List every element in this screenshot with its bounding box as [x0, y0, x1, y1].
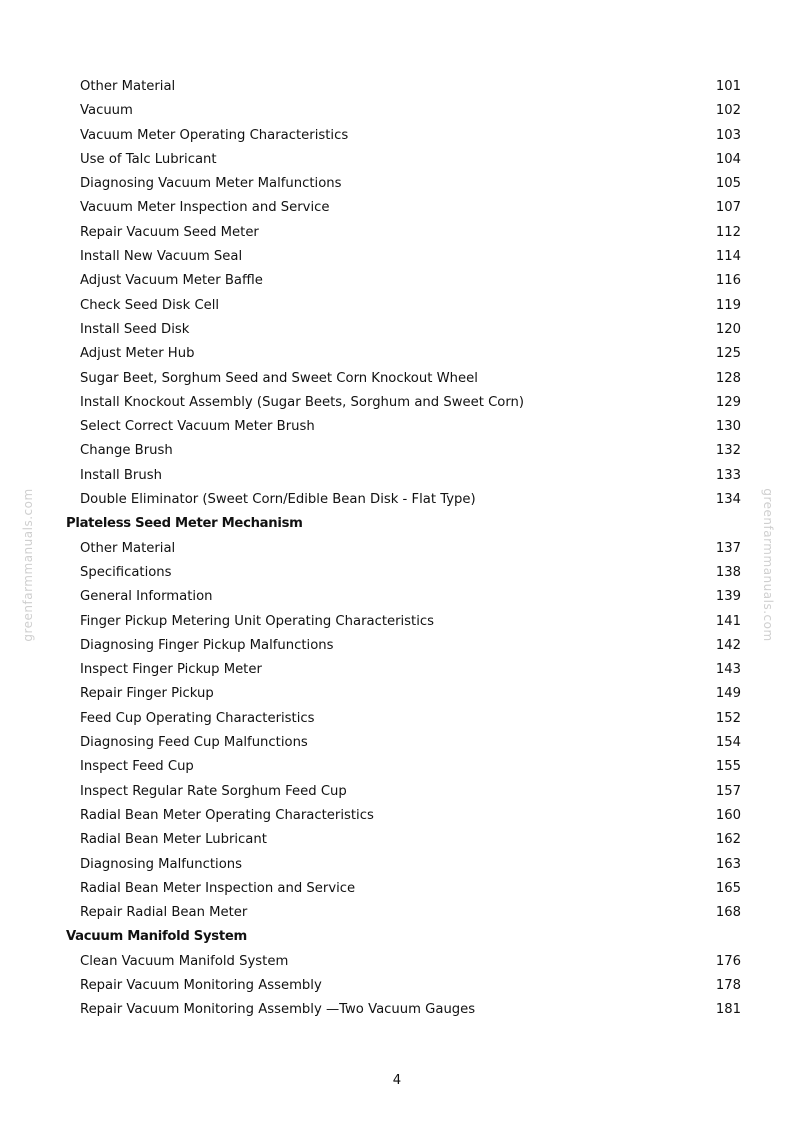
toc-entry-title: Repair Finger Pickup: [80, 686, 214, 702]
toc-entry-title: Clean Vacuum Manifold System: [80, 953, 289, 969]
toc-entry-title: Radial Bean Meter Lubricant: [80, 832, 267, 848]
toc-entry-title: Plateless Seed Meter Mechanism: [66, 516, 303, 532]
toc-entry[interactable]: [0, 780, 794, 804]
toc-entry-title: Inspect Finger Pickup Meter: [80, 662, 262, 678]
toc-entry[interactable]: [0, 610, 794, 634]
toc-entry-page: 178: [715, 977, 741, 993]
watermark-right: greenfarmmanuals.com: [761, 488, 775, 642]
toc-entry-page: 160: [715, 807, 741, 823]
toc-entry[interactable]: [0, 318, 794, 342]
toc-entry-title: Repair Vacuum Monitoring Assembly —Two Vacuum Gauges: [80, 1002, 476, 1018]
toc-entry[interactable]: [0, 634, 794, 658]
toc-entry-page: 107: [715, 200, 741, 216]
toc-entry[interactable]: [0, 731, 794, 755]
toc-entry[interactable]: [0, 342, 794, 366]
toc-entry-title: Radial Bean Meter Operating Characteristics: [80, 807, 374, 823]
toc-entry[interactable]: [0, 755, 794, 779]
toc-entry[interactable]: [0, 148, 794, 172]
toc-entry-page: 119: [715, 297, 741, 313]
toc-entry-page: 168: [715, 905, 741, 921]
toc-entry-title: Repair Vacuum Monitoring Assembly: [80, 977, 322, 993]
toc-entry[interactable]: [0, 974, 794, 998]
toc-entry-page: 143: [715, 662, 741, 678]
toc-entry-title: Select Correct Vacuum Meter Brush: [80, 419, 315, 435]
toc-entry-title: Specifications: [80, 564, 172, 580]
toc-entry[interactable]: [0, 367, 794, 391]
toc-entry-page: 103: [715, 127, 741, 143]
toc-entry-page: 132: [715, 443, 741, 459]
toc-entry-title: Diagnosing Finger Pickup Malfunctions: [80, 637, 334, 653]
toc-entry-title: Inspect Feed Cup: [80, 759, 194, 775]
toc-entry-title: Inspect Regular Rate Sorghum Feed Cup: [80, 783, 347, 799]
toc-entry-page: 129: [715, 394, 741, 410]
toc-entry[interactable]: [0, 658, 794, 682]
toc-entry[interactable]: [0, 124, 794, 148]
toc-entry-page: 155: [715, 759, 741, 775]
toc-entry-page: 105: [715, 176, 741, 192]
toc-entry-page: 141: [715, 613, 741, 629]
toc-entry-title: Diagnosing Feed Cup Malfunctions: [80, 735, 308, 751]
toc-entry[interactable]: [0, 221, 794, 245]
toc-entry-title: Finger Pickup Metering Unit Operating Characteristics: [80, 613, 435, 629]
toc-entry-title: Adjust Vacuum Meter Baffle: [80, 273, 263, 289]
toc-entry-title: Repair Vacuum Seed Meter: [80, 224, 259, 240]
toc-entry-page: 163: [715, 856, 741, 872]
toc-entry-title: Install Brush: [80, 467, 162, 483]
toc-entry-title: General Information: [80, 589, 213, 605]
toc-entry-page: 112: [715, 224, 741, 240]
page-number: 4: [392, 1073, 402, 1088]
toc-entry-page: 134: [715, 492, 741, 508]
toc-entry-page: 116: [715, 273, 741, 289]
toc-entry-title: Vacuum: [80, 103, 133, 119]
toc-entry-page: 162: [715, 832, 741, 848]
toc-entry[interactable]: [0, 245, 794, 269]
watermark-left: greenfarmmanuals.com: [21, 488, 35, 642]
toc-entry-title: Diagnosing Vacuum Meter Malfunctions: [80, 176, 342, 192]
toc-entry-page: 154: [715, 735, 741, 751]
toc-entry-page: 157: [715, 783, 741, 799]
toc-entry-title: Other Material: [80, 540, 176, 556]
toc-entry-page: 165: [715, 880, 741, 896]
toc-entry-title: Vacuum Meter Inspection and Service: [80, 200, 330, 216]
toc-entry-title: Diagnosing Malfunctions: [80, 856, 243, 872]
toc-entry-title: Install Knockout Assembly (Sugar Beets, Sorghum and Sweet Corn): [80, 394, 525, 410]
toc-entry-page: 138: [715, 564, 741, 580]
toc-entry-page: 142: [715, 637, 741, 653]
toc-entry-title: Use of Talc Lubricant: [80, 151, 217, 167]
toc-entry[interactable]: [0, 950, 794, 974]
toc-entry[interactable]: [0, 998, 794, 1022]
toc-entry-title: Feed Cup Operating Characteristics: [80, 710, 315, 726]
toc-entry[interactable]: [0, 172, 794, 196]
toc-entry[interactable]: [0, 99, 794, 123]
toc-entry-page: 128: [715, 370, 741, 386]
toc-entry[interactable]: [0, 537, 794, 561]
toc-entry[interactable]: [0, 828, 794, 852]
toc-entry[interactable]: [0, 804, 794, 828]
toc-entry[interactable]: [0, 901, 794, 925]
toc-entry-page: 104: [715, 151, 741, 167]
toc-entry[interactable]: [0, 585, 794, 609]
toc-entry[interactable]: [0, 682, 794, 706]
toc-entry-title: Double Eliminator (Sweet Corn/Edible Bean Disk - Flat Type): [80, 492, 476, 508]
toc-entry[interactable]: [0, 269, 794, 293]
toc-section-heading[interactable]: [0, 512, 794, 536]
toc-entry-page: 137: [715, 540, 741, 556]
toc-entry-page: 130: [715, 419, 741, 435]
toc-entry-title: Sugar Beet, Sorghum Seed and Sweet Corn Knockout Wheel: [80, 370, 478, 386]
table-of-contents: [0, 75, 794, 1023]
toc-entry[interactable]: [0, 464, 794, 488]
toc-section-heading[interactable]: [0, 925, 794, 949]
toc-entry-page: 149: [715, 686, 741, 702]
toc-entry[interactable]: [0, 196, 794, 220]
toc-entry[interactable]: [0, 707, 794, 731]
toc-entry-page: 114: [715, 249, 741, 265]
toc-entry-title: Install Seed Disk: [80, 321, 190, 337]
toc-entry-page: 102: [715, 103, 741, 119]
toc-entry-page: 125: [715, 346, 741, 362]
toc-entry-page: 152: [715, 710, 741, 726]
toc-entry-title: Repair Radial Bean Meter: [80, 905, 248, 921]
toc-entry[interactable]: [0, 439, 794, 463]
toc-entry-page: 101: [715, 79, 741, 94]
toc-entry[interactable]: [0, 853, 794, 877]
toc-entry-page: 120: [715, 321, 741, 337]
toc-entry[interactable]: [0, 561, 794, 585]
toc-entry[interactable]: [0, 877, 794, 901]
toc-entry-title: Other Material: [80, 79, 176, 94]
toc-entry-page: 139: [715, 589, 741, 605]
toc-entry-title: Check Seed Disk Cell: [80, 297, 220, 313]
toc-entry[interactable]: [0, 75, 794, 99]
toc-entry-title: Install New Vacuum Seal: [80, 249, 243, 265]
toc-entry-title: Vacuum Meter Operating Characteristics: [80, 127, 349, 143]
toc-entry-page: 176: [715, 953, 741, 969]
toc-entry-title: Change Brush: [80, 443, 173, 459]
toc-entry[interactable]: [0, 415, 794, 439]
toc-entry-page: 181: [715, 1002, 741, 1018]
toc-entry-page: 133: [715, 467, 741, 483]
toc-entry[interactable]: [0, 294, 794, 318]
toc-entry-title: Vacuum Manifold System: [66, 929, 247, 945]
toc-entry-title: Radial Bean Meter Inspection and Service: [80, 880, 356, 896]
toc-entry[interactable]: [0, 488, 794, 512]
toc-entry[interactable]: [0, 391, 794, 415]
toc-entry-title: Adjust Meter Hub: [80, 346, 195, 362]
